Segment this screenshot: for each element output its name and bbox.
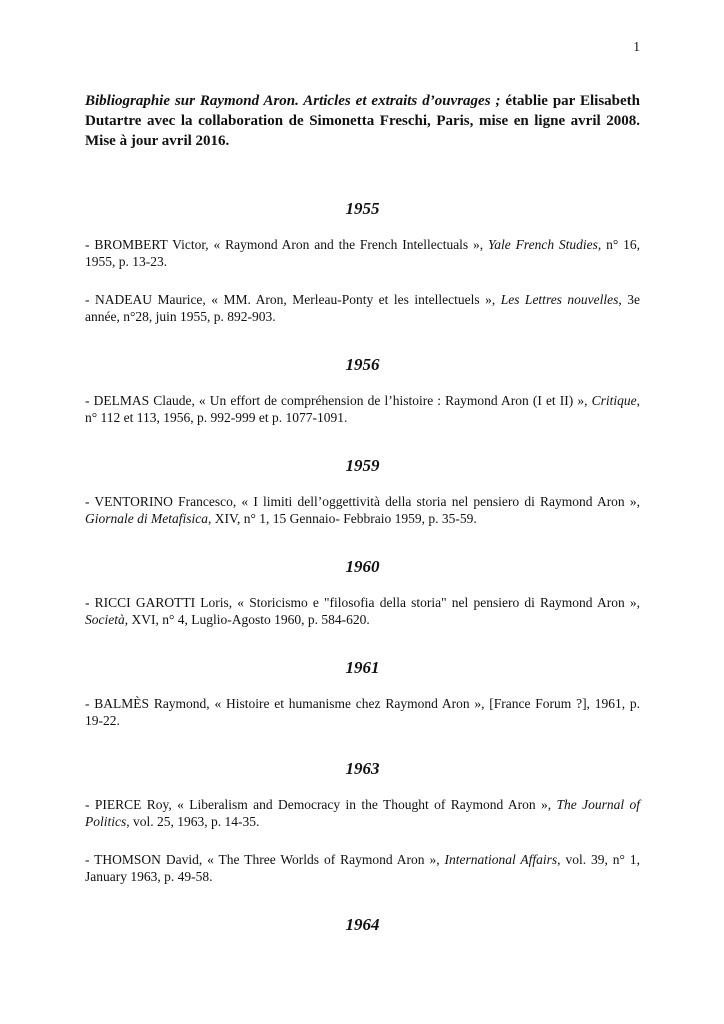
document-title-bold-part: établie par Elisabeth Dutartre avec la collaboration de Simonetta Freschi, Paris, mise en ligne avril 2008. Mise à jour avril 2016.	[85, 93, 640, 149]
bibliography-entry	[85, 594, 640, 628]
entry-text: , n° 112 et 113, 1956, p. 992-999 et p. 1077-1091.	[85, 393, 640, 425]
document-title-italic-part: Bibliographie sur Raymond Aron. Articles et extraits d’ouvrages ;	[85, 93, 501, 109]
year-heading-1963: 1963	[345, 759, 380, 778]
page-number: 1	[633, 39, 640, 54]
bibliography-entry	[85, 851, 640, 885]
journal-title: Giornale di Metafisica	[85, 511, 208, 526]
journal-title: Società	[85, 612, 125, 627]
year-heading-1961: 1961	[345, 658, 380, 677]
bibliography-entry	[85, 695, 640, 729]
entry-text: - NADEAU Maurice, « MM. Aron, Merleau-Ponty et les intellectuels »,	[85, 292, 501, 307]
entry-text: - VENTORINO Francesco, « I limiti dell’oggettività della storia nel pensiero di Raymond Aron »,	[85, 494, 640, 509]
document-title	[85, 91, 640, 151]
journal-title: Critique	[591, 393, 637, 408]
entry-text: - DELMAS Claude, « Un effort de compréhension de l’histoire : Raymond Aron (I et II) »,	[85, 393, 592, 408]
bibliography-entry	[85, 236, 640, 270]
journal-title: The Journal of Politics	[85, 797, 641, 829]
year-heading-1956: 1956	[345, 355, 380, 374]
entry-text: - BALMÈS Raymond, « Histoire et humanisme chez Raymond Aron », [France Forum ?], 1961, p. 19-22.	[85, 696, 640, 728]
entry-text: , XIV, n° 1, 15 Gennaio- Febbraio 1959, p. 35-59.	[207, 511, 477, 526]
entry-text: - RICCI GAROTTI Loris, « Storicismo e "filosofia della storia" nel pensiero di Raymond Aron »,	[85, 595, 640, 610]
bibliography-entry	[85, 493, 640, 527]
bibliography-entry	[85, 291, 640, 325]
bibliography-sections	[85, 199, 640, 935]
year-heading-1959: 1959	[345, 456, 380, 475]
year-heading-1960: 1960	[345, 557, 380, 576]
journal-title: Les Lettres nouvelles	[500, 292, 619, 307]
journal-title: Yale French Studies	[488, 237, 598, 252]
year-heading-1955: 1955	[345, 199, 380, 218]
year-heading-1964: 1964	[345, 915, 380, 934]
entry-text: , vol. 39, n° 1, January 1963, p. 49-58.	[85, 852, 640, 884]
entry-text: , XVI, n° 4, Luglio-Agosto 1960, p. 584-620.	[124, 612, 370, 627]
entry-text: , vol. 25, 1963, p. 14-35.	[126, 814, 260, 829]
entry-text: - THOMSON David, « The Three Worlds of Raymond Aron »,	[85, 852, 445, 867]
bibliography-entry	[85, 796, 640, 830]
bibliography-entry	[85, 392, 640, 426]
journal-title: International Affairs	[444, 852, 558, 867]
entry-text: - BROMBERT Victor, « Raymond Aron and the French Intellectuals »,	[85, 237, 488, 252]
entry-text: - PIERCE Roy, « Liberalism and Democracy in the Thought of Raymond Aron »,	[85, 797, 557, 812]
entry-text: , 3e année, n°28, juin 1955, p. 892-903.	[85, 292, 641, 324]
entry-text: , n° 16, 1955, p. 13-23.	[85, 237, 640, 269]
